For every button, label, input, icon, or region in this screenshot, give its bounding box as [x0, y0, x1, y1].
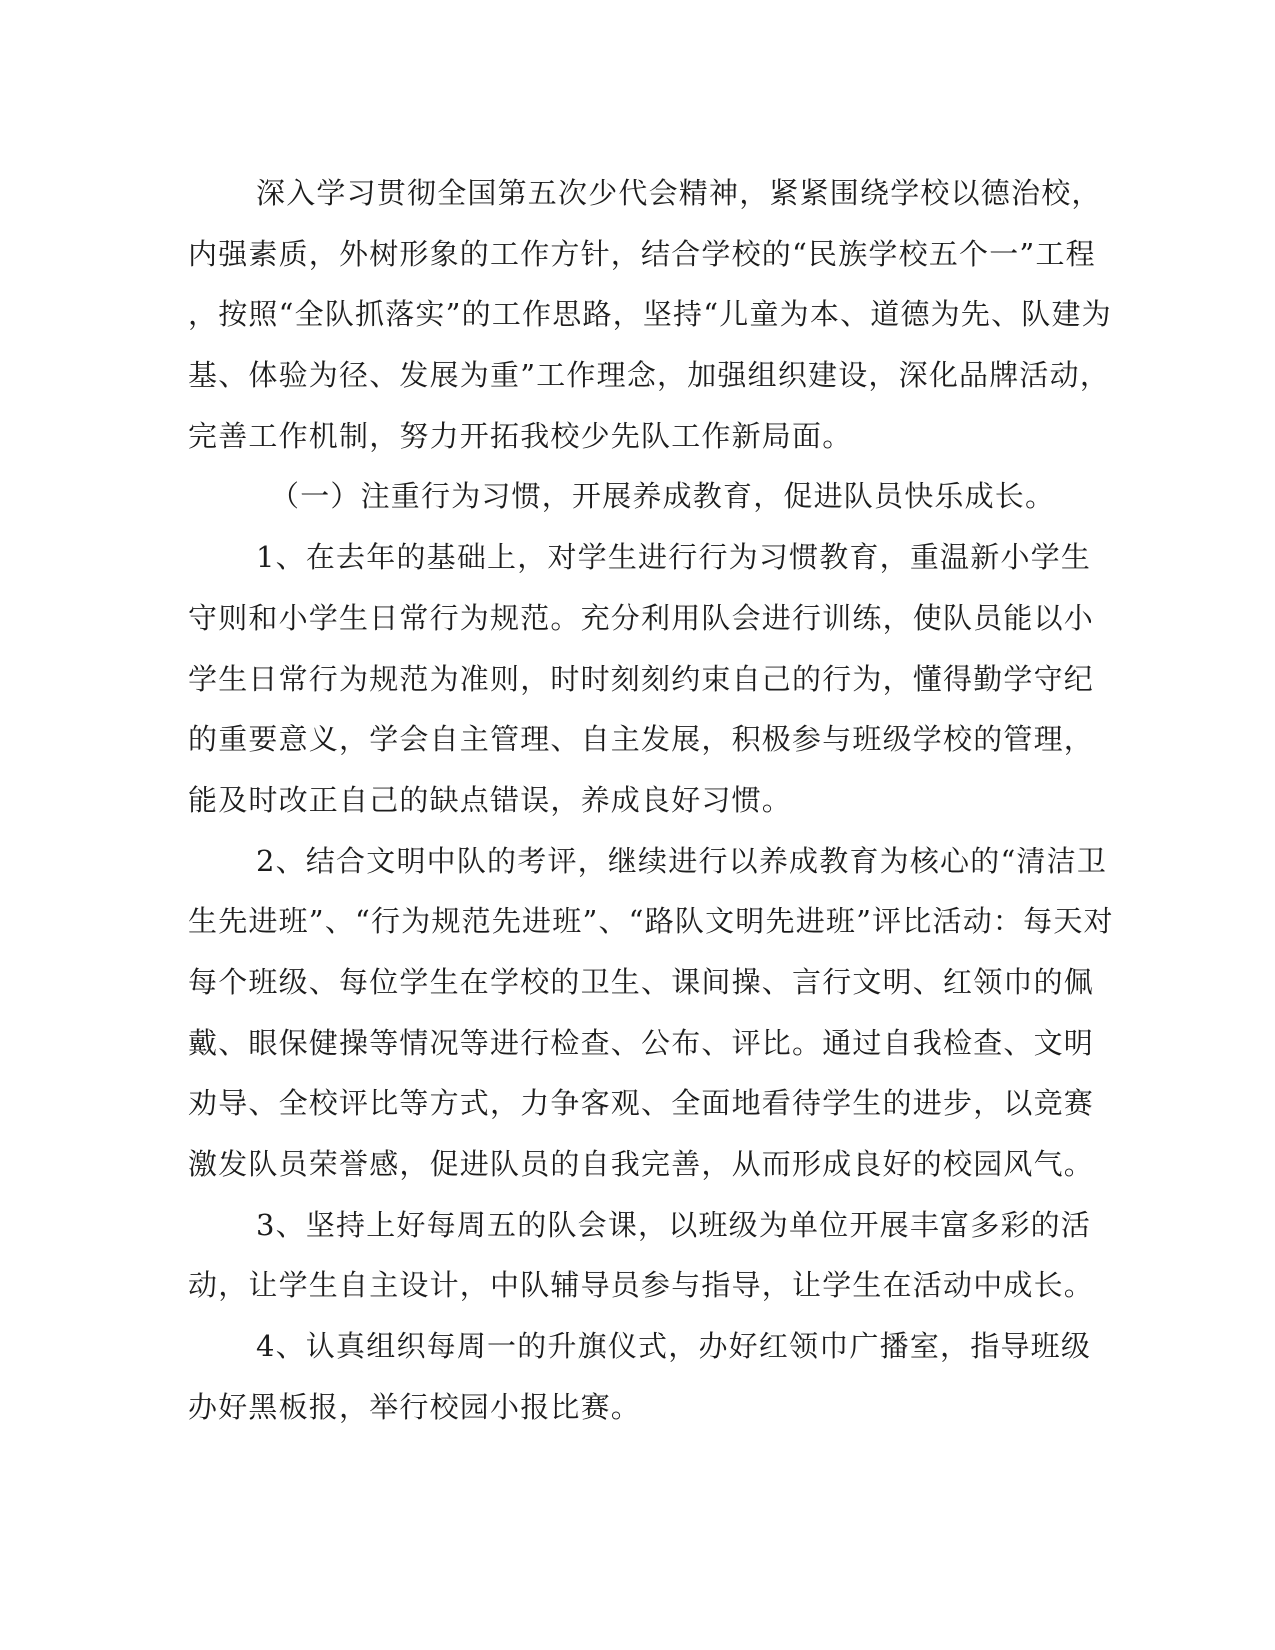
paragraph-line: 学生日常行为规范为准则，时时刻刻约束自己的行为，懂得勤学守纪	[188, 661, 1095, 696]
paragraph-line: 4、认真组织每周一的升旗仪式，办好红领巾广播室，指导班级	[256, 1329, 1092, 1364]
paragraph-line: 激发队员荣誉感，促进队员的自我完善，从而形成良好的校园风气。	[188, 1147, 1095, 1181]
paragraph-line: 3、坚持上好每周五的队会课，以班级为单位开展丰富多彩的活	[256, 1207, 1092, 1242]
paragraph-line: 完善工作机制，努力开拓我校少先队工作新局面。	[188, 418, 853, 453]
paragraph-line: 生先进班”、“行为规范先进班”、“路队文明先进班”评比活动：每天对	[188, 904, 1114, 939]
paragraph-line: 基、体验为径、发展为重”工作理念，加强组织建设，深化品牌活动，	[188, 358, 1111, 393]
paragraph-line: 能及时改正自己的缺点错误，养成良好习惯。	[188, 782, 793, 817]
paragraph-line: ，按照“全队抓落实”的工作思路，坚持“儿童为本、道德为先、队建为	[188, 297, 1112, 332]
paragraph-line: 每个班级、每位学生在学校的卫生、课间操、言行文明、红领巾的佩	[188, 964, 1095, 999]
document-body	[188, 163, 1114, 1437]
paragraph-line: 1、在去年的基础上，对学生进行行为习惯教育，重温新小学生	[256, 540, 1092, 575]
paragraph-line: 内强素质，外树形象的工作方针，结合学校的“民族学校五个一”工程	[188, 236, 1096, 271]
paragraph-line: 深入学习贯彻全国第五次少代会精神，紧紧围绕学校以德治校，	[256, 176, 1102, 210]
paragraph-line: 戴、眼保健操等情况等进行检查、公布、评比。通过自我检查、文明	[188, 1025, 1095, 1060]
section-heading: （一）注重行为习惯，开展养成教育，促进队员快乐成长。	[270, 479, 1056, 514]
paragraph-line: 动，让学生自主设计，中队辅导员参与指导，让学生在活动中成长。	[188, 1268, 1095, 1303]
paragraph-line: 劝导、全校评比等方式，力争客观、全面地看待学生的进步，以竞赛	[188, 1086, 1095, 1121]
paragraph-line: 2、结合文明中队的考评，继续进行以养成教育为核心的“清洁卫	[256, 843, 1108, 878]
paragraph-line: 守则和小学生日常行为规范。充分利用队会进行训练，使队员能以小	[188, 600, 1095, 635]
paragraph-line: 的重要意义，学会自主管理、自主发展，积极参与班级学校的管理，	[188, 722, 1095, 757]
paragraph-line: 办好黑板报，举行校园小报比赛。	[188, 1389, 642, 1424]
